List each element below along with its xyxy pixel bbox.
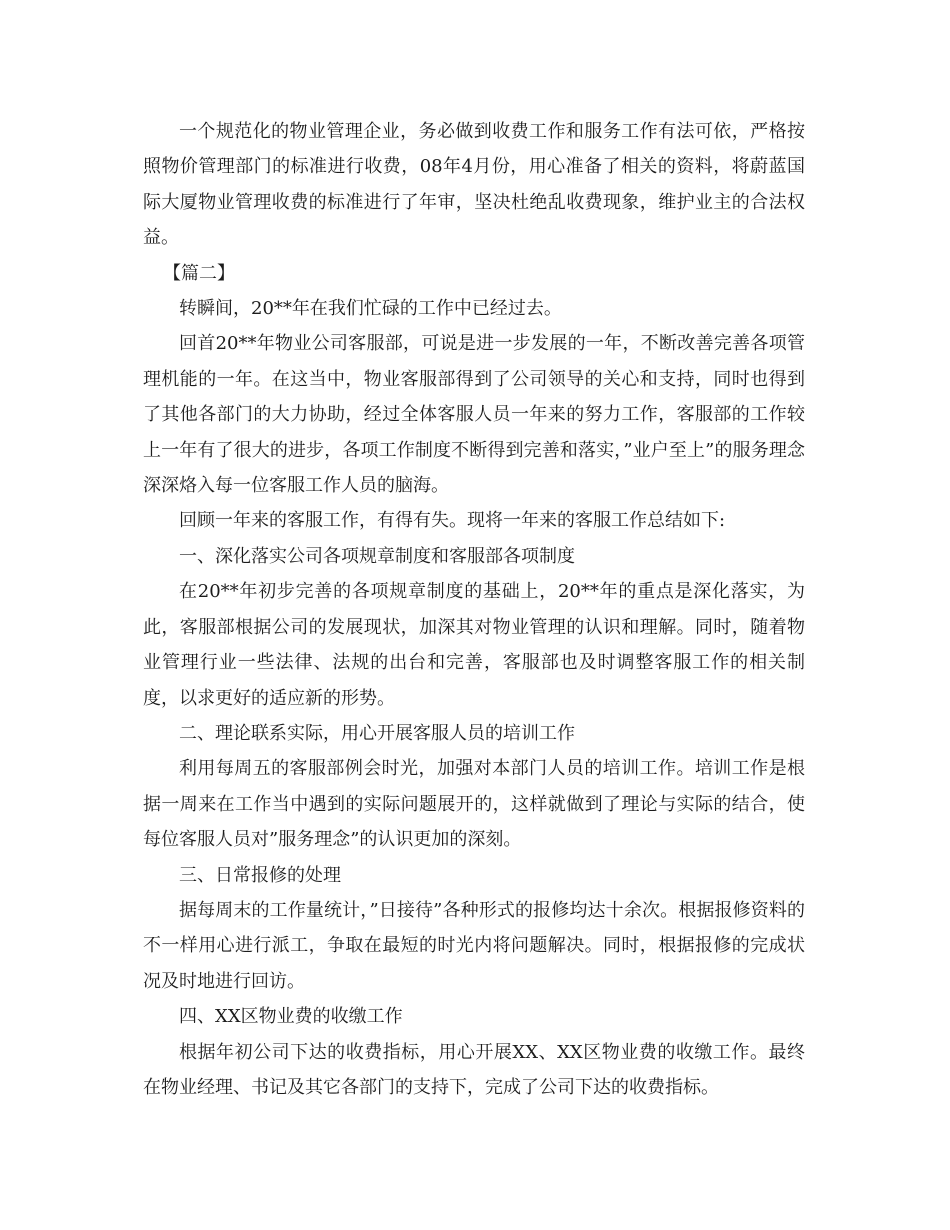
subheading-training: 二、理论联系实际，用心开展客服人员的培训工作 (179, 722, 575, 744)
subheading-repairs: 三、日常报修的处理 (179, 864, 341, 886)
subheading-fee-collection: 四、XX区物业费的收缴工作 (179, 1006, 403, 1028)
paragraph-year-passed: 转瞬间，20**年在我们忙碌的工作中已经过去。 (179, 298, 562, 320)
paragraph-fee-standards: 一个规范化的物业管理企业，务必做到收费工作和服务工作有法可依，严格按照物价管理部门的标准进行收费，08年4月份，用心准备了相关的资料，将蔚蓝国际大厦物业管理收费的标准进行了年审，坚决杜绝乱收费现象，维护业主的合法权益。 (143, 121, 805, 249)
subheading-regulations: 一、深化落实公司各项规章制度和客服部各项制度 (179, 545, 575, 567)
paragraph-repairs: 据每周末的工作量统计，”日接待”各种形式的报修均达十余次。根据报修资料的不一样用心进行派工，争取在最短的时光内将问题解决。同时，根据报修的完成状况及时地进行回访。 (143, 899, 805, 992)
paragraph-training: 利用每周五的客服部例会时光，加强对本部门人员的培训工作。培训工作是根据一周来在工作当中遇到的实际问题展开的，这样就做到了理论与实际的结合，使每位客服人员对”服务理念”的认识更加的深刻。 (143, 758, 805, 851)
section-heading-part-two: 【篇二】 (163, 262, 235, 284)
paragraph-regulations: 在20**年初步完善的各项规章制度的基础上，20**年的重点是深化落实，为此，客服部根据公司的发展现状，加深其对物业管理的认识和理解。同时，随着物业管理行业一些法律、法规的出台和完善，客服部也及时调整客服工作的相关制度，以求更好的适应新的形势。 (143, 581, 805, 709)
paragraph-summary-intro: 回顾一年来的客服工作，有得有失。现将一年来的客服工作总结如下: (179, 510, 726, 532)
paragraph-fee-collection: 根据年初公司下达的收费指标，用心开展XX、XX区物业费的收缴工作。最终在物业经理、书记及其它各部门的支持下，完成了公司下达的收费指标。 (143, 1041, 805, 1098)
document-body (143, 114, 805, 1105)
paragraph-review-year: 回首20**年物业公司客服部，可说是进一步发展的一年，不断改善完善各项管理机能的一年。在这当中，物业客服部得到了公司领导的关心和支持，同时也得到了其他各部门的大力协助，经过全体客服人员一年来的努力工作，客服部的工作较上一年有了很大的进步，各项工作制度不断得到完善和落实，”业户至上”的服务理念深深烙入每一位客服工作人员的脑海。 (143, 333, 805, 497)
